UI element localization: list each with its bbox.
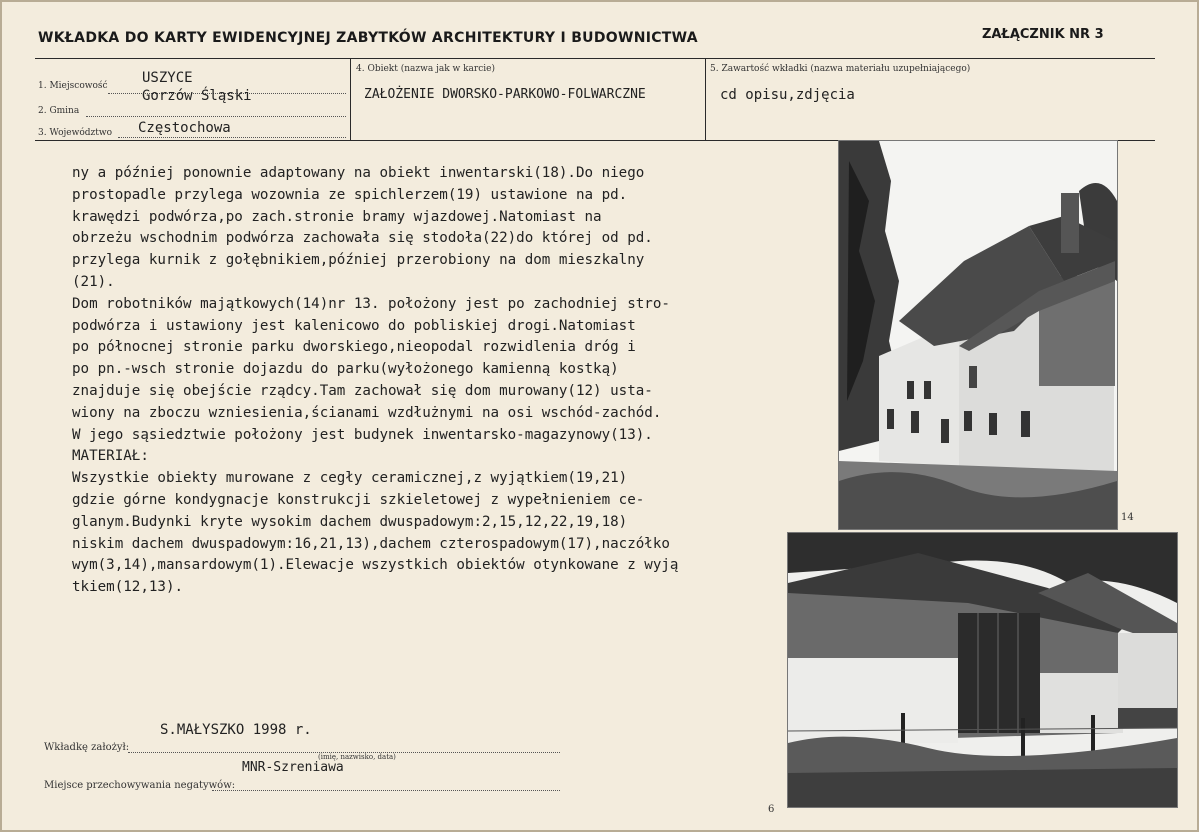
text-line: prostopadle przylega wozownia ze spichlerzem(19) ustawione na pd. <box>72 186 628 203</box>
object-value: ZAŁOŻENIE DWORSKO-PARKOWO-FOLWARCZNE <box>364 87 646 102</box>
text-line: po północnej stronie parku dworskiego,nieopodal rozwidlenia dróg i <box>72 339 636 356</box>
locality-value: USZYCE <box>142 70 193 86</box>
text-line: (21). <box>72 273 115 290</box>
text-line: obrzeżu wschodnim podwórza zachowała się stodoła(22)do której od pd. <box>72 230 653 247</box>
description-text <box>72 163 678 599</box>
storage-dotline <box>212 790 560 791</box>
photo-house <box>838 140 1118 530</box>
storage-value: MNR-Szreniawa <box>242 760 344 775</box>
barn-image <box>788 533 1177 807</box>
locality-label: 1. Miejscowość <box>38 81 108 91</box>
text-line: MATERIAŁ: <box>72 448 149 465</box>
text-line: W jego sąsiedztwie położony jest budynek inwentarsko-magazynowy(13). <box>72 426 653 443</box>
author-value: S.MAŁYSZKO 1998 r. <box>160 722 312 738</box>
storage-label: Miejsce przechowywania negatywów: <box>44 780 236 791</box>
text-line: Wszystkie obiekty murowane z cegły ceramicznej,z wyjątkiem(19,21) <box>72 470 628 487</box>
text-line: podwórza i ustawiony jest kalenicowo do pobliskiej drogi.Natomiast <box>72 317 636 334</box>
text-line: gdzie górne kondygnacje konstrukcji szkieletowej z wypełnieniem ce- <box>72 491 645 508</box>
contents-label: 5. Zawartość wkładki (nazwa materiału uzupełniającego) <box>710 64 971 74</box>
text-line: krawędzi podwórza,po zach.stronie bramy wjazdowej.Natomiast na <box>72 208 602 225</box>
header-top-rule <box>35 58 1155 59</box>
text-line: glanym.Budynki kryte wysokim dachem dwuspadowym:2,15,12,22,19,18) <box>72 513 628 530</box>
text-line: Dom robotników majątkowych(14)nr 13. położony jest po zachodniej stro- <box>72 295 670 312</box>
text-line: niskim dachem dwuspadowym:16,21,13),dachem czterospadowym(17),naczółko <box>72 535 670 552</box>
photo-barn-number: 6 <box>768 804 775 815</box>
photo-house-number: 14 <box>1121 512 1134 523</box>
text-line: znajduje się obejście rządcy.Tam zachował się dom murowany(12) usta- <box>72 382 653 399</box>
author-label: Wkładkę założył: <box>44 742 130 753</box>
commune-label: 2. Gmina <box>38 106 80 116</box>
commune-value: Gorzów Śląski <box>142 88 252 104</box>
attachment-number: ZAŁĄCZNIK NR 3 <box>982 27 1104 42</box>
text-line: wym(3,14),mansardowym(1).Elewacje wszystkich obiektów otynkowane z wyją <box>72 557 679 574</box>
commune-dotline <box>86 116 346 117</box>
header-divider-2 <box>705 58 706 140</box>
text-line: ny a później ponownie adaptowany na obiekt inwentarski(18).Do niego <box>72 165 645 181</box>
form-title: WKŁADKA DO KARTY EWIDENCYJNEJ ZABYTKÓW ARCHITEKTURY I BUDOWNICTWA <box>38 30 698 46</box>
voivodeship-label: 3. Województwo <box>38 128 112 138</box>
contents-value: cd opisu,zdjęcia <box>720 87 855 103</box>
author-hint: (imię, nazwisko, data) <box>318 753 396 761</box>
voivodeship-value: Częstochowa <box>138 120 231 136</box>
photo-barn <box>787 532 1178 808</box>
object-label: 4. Obiekt (nazwa jak w karcie) <box>356 64 495 74</box>
header-divider-1 <box>350 58 351 140</box>
text-line: tkiem(12,13). <box>72 579 184 596</box>
text-line: wiony na zboczu wzniesienia,ścianami wzdłużnymi na osi wschód-zachód. <box>72 404 662 421</box>
voivodeship-dotline <box>118 137 346 138</box>
text-line: po pn.-wsch stronie dojazdu do parku(wyłożonego kamienną kostką) <box>72 361 619 378</box>
house-image <box>839 141 1117 529</box>
text-line: przylega kurnik z gołębnikiem,później przerobiony na dom mieszkalny <box>72 252 645 269</box>
